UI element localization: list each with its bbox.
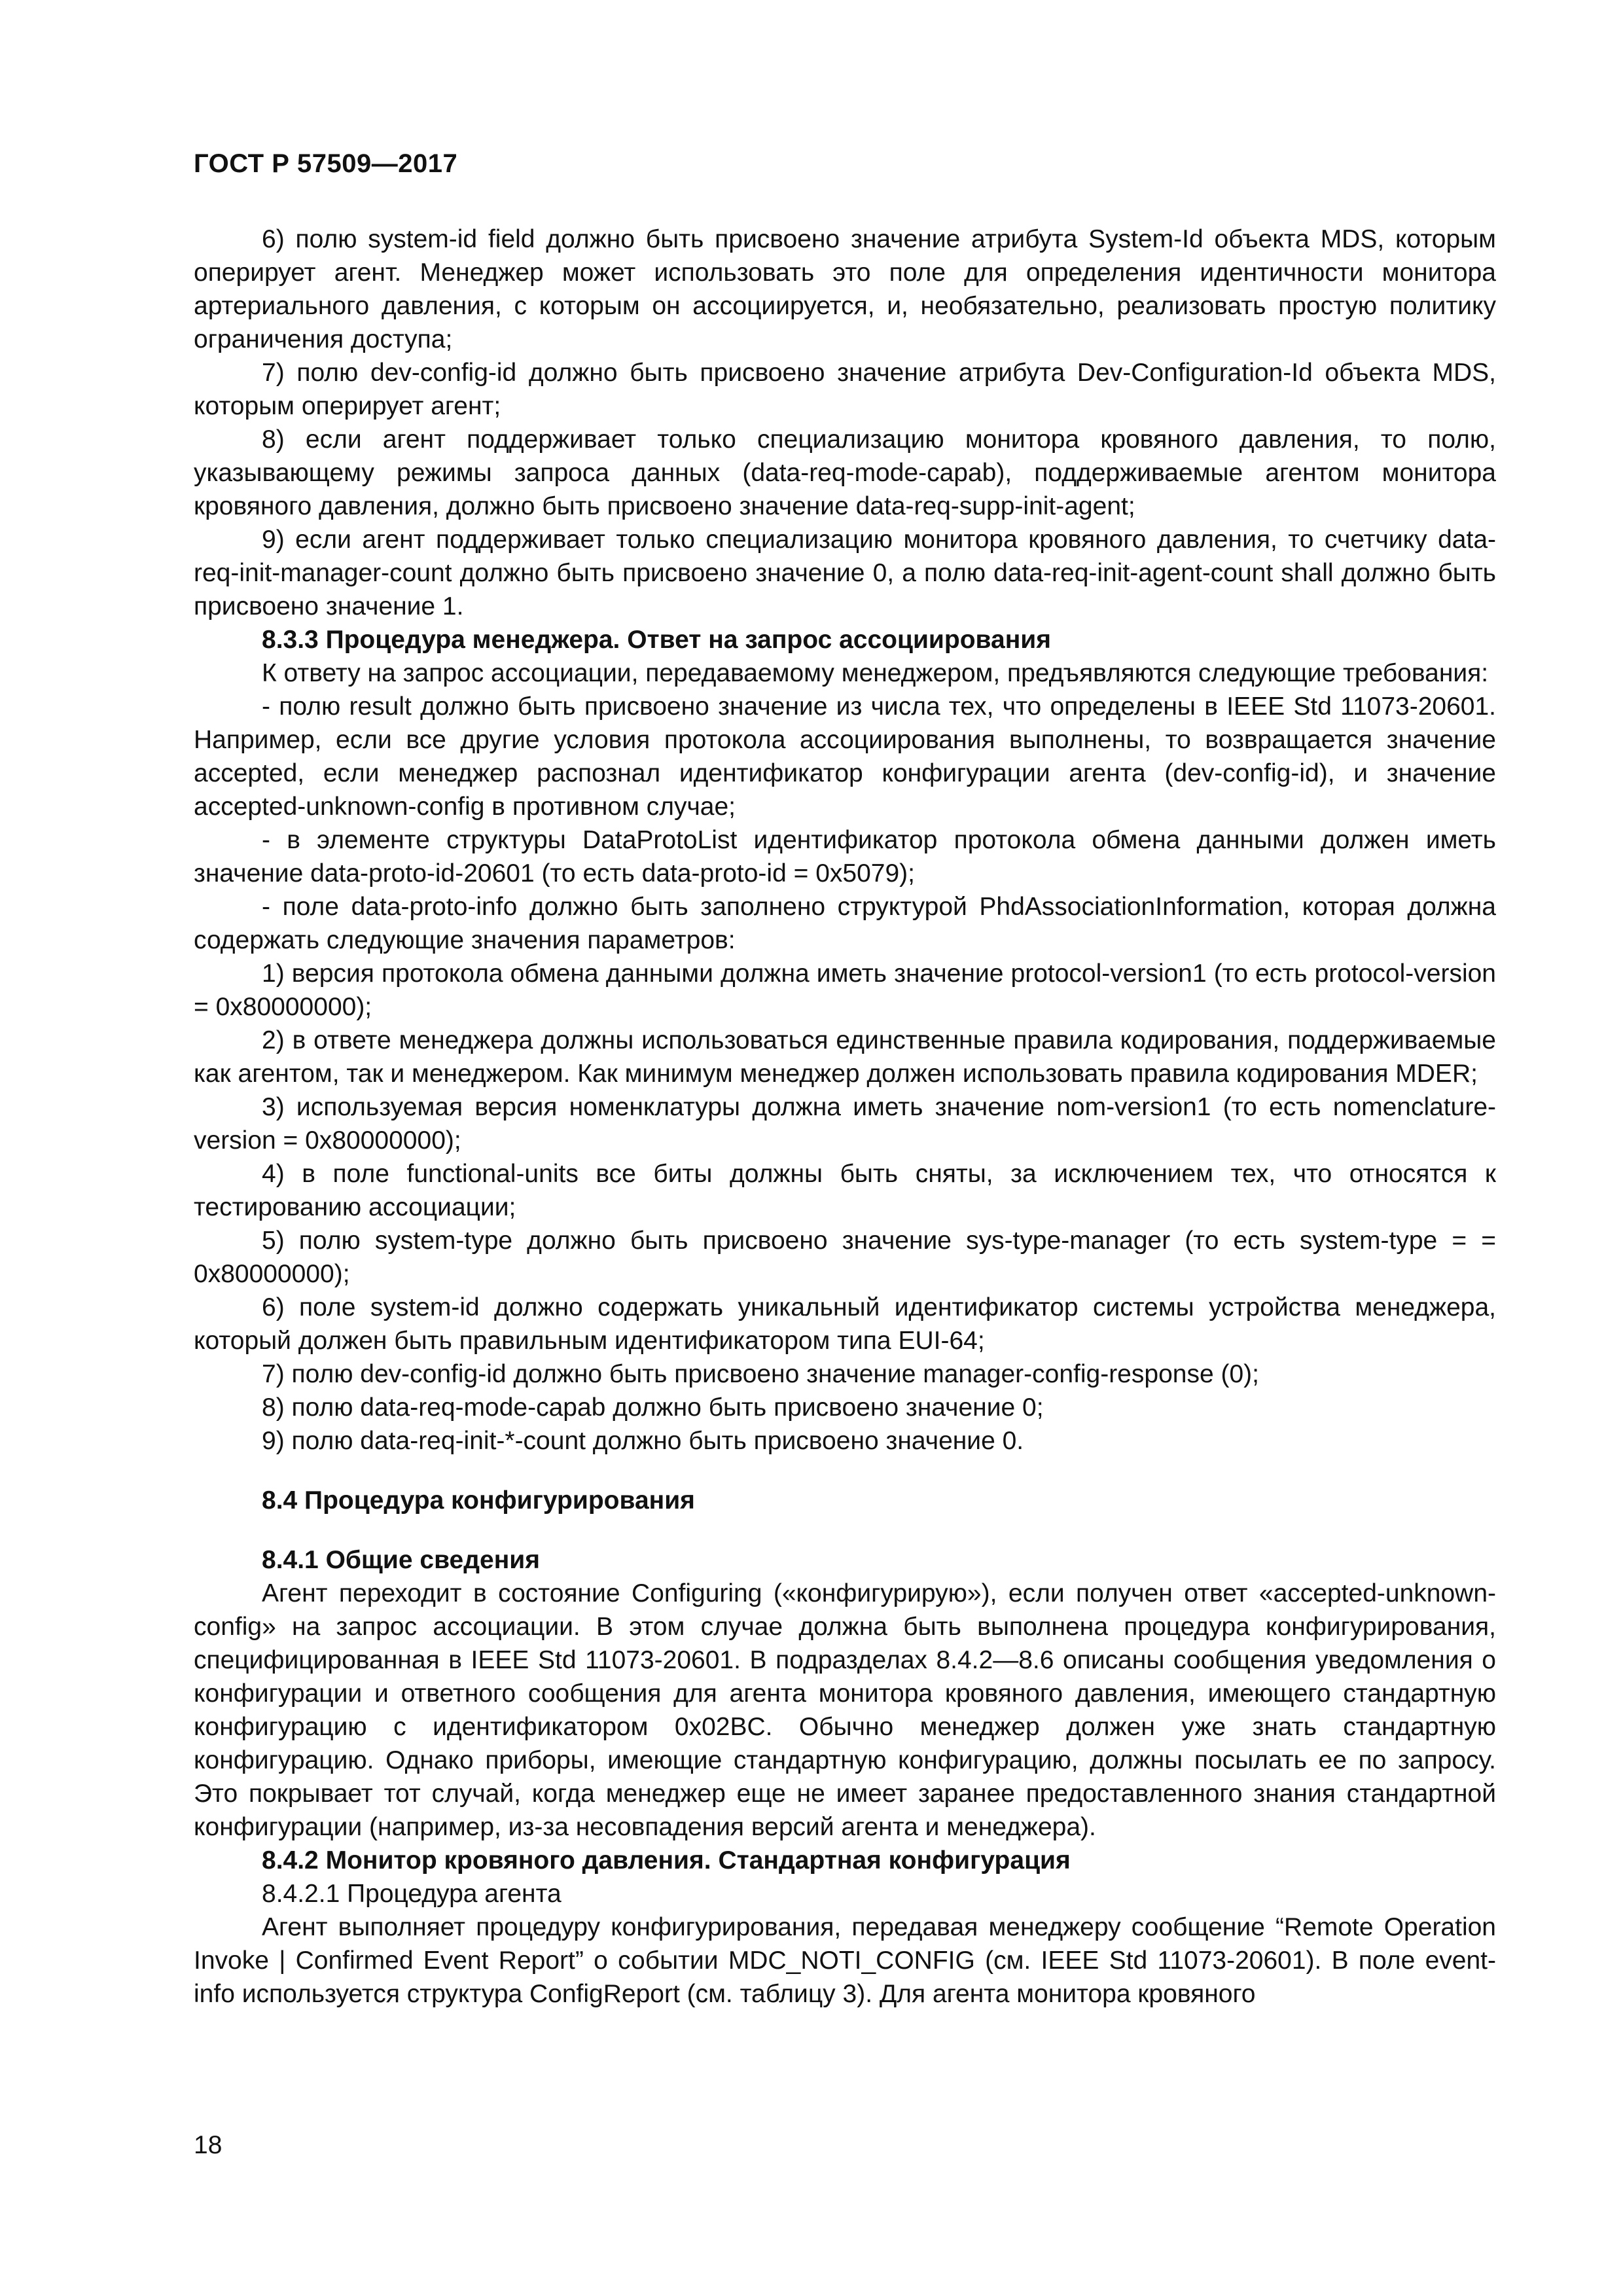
list-item: 8) полю data-req-mode-capab должно быть присвоено значение 0; [262,1393,1044,1422]
paragraph: 8) если агент поддерживает только специализацию монитора кровяного давления, то полю, указывающему режимы запроса данных (data-req-mode-capab), поддерживаемые агентом монитора кровяного давления, должно быть присвоено значение data-req-supp-init-agent; [194,425,1496,520]
section-heading: 8.3.3 Процедура менеджера. Ответ на запрос ассоциирования [262,626,1051,654]
list-item: 9) полю data-req-init-*-count должно быть присвоено значение 0. [262,1427,1024,1455]
document-body [194,223,1496,2011]
section-heading: 8.4.2 Монитор кровяного давления. Стандартная конфигурация [262,1846,1071,1874]
paragraph: 7) полю dev-config-id должно быть присвоено значение атрибута Dev-Configuration-Id объекта MDS, которым оперирует агент; [194,359,1496,420]
list-item: 2) в ответе менеджера должны использоваться единственные правила кодирования, поддерживаемые как агентом, так и менеджером. Как минимум менеджер должен использовать правила кодирования MDER; [194,1026,1496,1088]
subsection-title: 8.4.2.1 Процедура агента [262,1880,562,1908]
list-item: - полю result должно быть присвоено значение из числа тех, что определены в IEEE Std 11073-20601. Например, если все другие условия протокола ассоциирования выполнены, то возвращается значение accepted, если менеджер распознал идентификатор конфигурации агента (dev-config-id), и значение accepted-unknown-config в противном случае; [194,692,1496,821]
paragraph: 9) если агент поддерживает только специализацию монитора кровяного давления, то счетчику data-req-init-manager-count должно быть присвоено значение 0, а полю data-req-init-agent-count shall должно быть присвоено значение 1. [194,526,1496,620]
list-item: 7) полю dev-config-id должно быть присвоено значение manager-config-response (0); [262,1360,1259,1388]
paragraph: Агент выполняет процедуру конфигурирования, передавая менеджеру сообщение “Remote Operation Invoke | Confirmed Event Report” о событии MDC_NOTI_CONFIG (см. IEEE Std 11073-20601). В поле event-info используется структура ConfigReport (см. таблицу 3). Для агента монитора кровяного [194,1913,1496,2008]
paragraph: Агент переходит в состояние Configuring («конфигурирую»), если получен ответ «accepted-unknown-config» на запрос ассоциации. В этом случае должна быть выполнена процедура конфигурирования, специфицированная в IEEE Std 11073-20601. В подразделах 8.4.2—8.6 описаны сообщения уведомления о конфигурации и ответного сообщения для агента монитора кровяного давления, имеющего стандартную конфигурацию с идентификатором 0x02BC. Обычно менеджер должен уже знать стандартную конфигурацию. Однако приборы, имеющие стандартную конфигурацию, должны посылать ее по запросу. Это покрывает тот случай, когда менеджер еще не имеет заранее предоставленного знания стандартной конфигурации (например, из-за несовпадения версий агента и менеджера). [194,1579,1496,1841]
list-item: - поле data-proto-info должно быть заполнено структурой PhdAssociationInformation, которая должна содержать следующие значения параметров: [194,893,1496,954]
list-item: 4) в поле functional-units все биты должны быть сняты, за исключением тех, что относятся к тестированию ассоциации; [194,1160,1496,1221]
list-item: 3) используемая версия номенклатуры должна иметь значение nom-version1 (то есть nomenclature-version = 0x80000000); [194,1093,1496,1155]
document-header: ГОСТ Р 57509—2017 [194,149,458,178]
list-item: 5) полю system-type должно быть присвоено значение sys-type-manager (то есть system-type = = 0x80000000); [194,1227,1496,1288]
list-item: 6) поле system-id должно содержать уникальный идентификатор системы устройства менеджера, который должен быть правильным идентификатором типа EUI-64; [194,1293,1496,1355]
list-item: 1) версия протокола обмена данными должна иметь значение protocol-version1 (то есть protocol-version = 0x80000000); [194,960,1496,1021]
paragraph: К ответу на запрос ассоциации, передаваемому менеджером, предъявляются следующие требования: [262,659,1489,687]
page-number: 18 [194,2131,223,2159]
list-item: - в элементе структуры DataProtoList идентификатор протокола обмена данными должен иметь значение data-proto-id-20601 (то есть data-proto-id = 0x5079); [194,826,1496,888]
section-heading: 8.4 Процедура конфигурирования [262,1486,695,1515]
section-heading: 8.4.1 Общие сведения [262,1546,540,1574]
paragraph: 6) полю system-id field должно быть присвоено значение атрибута System-Id объекта MDS, которым оперирует агент. Менеджер может использовать это поле для определения идентичности монитора артериального давления, с которым он ассоциируется, и, необязательно, реализовать простую политику ограничения доступа; [194,225,1496,353]
